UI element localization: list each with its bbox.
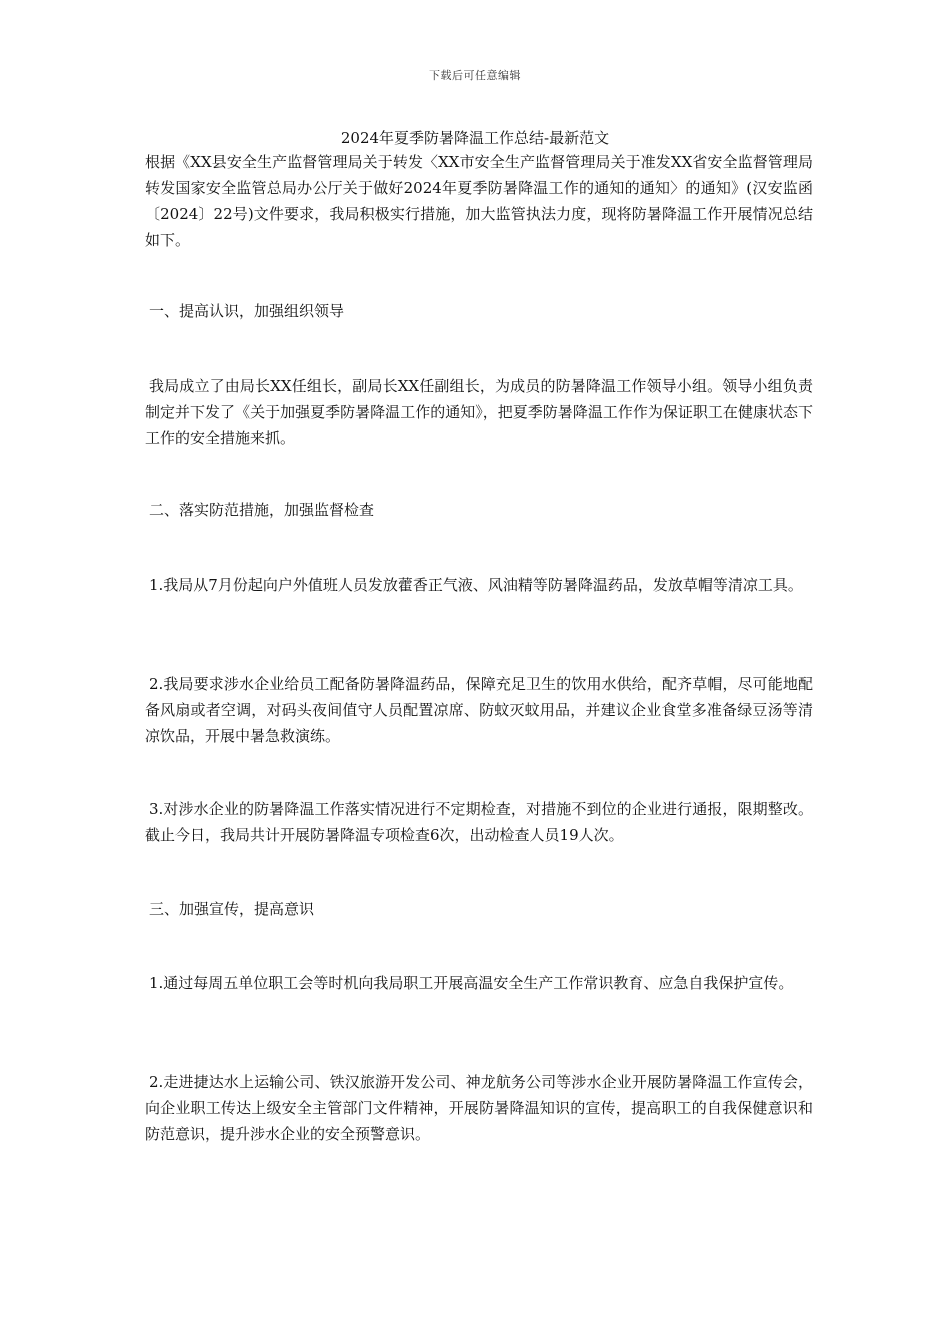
section-1-paragraph-1: 我局成立了由局长XX任组长，副局长XX任副组长，为成员的防暑降温工作领导小组。领导小组负责制定并下发了《关于加强夏季防暑降温工作的通知》，把夏季防暑降温工作作为保证职工在健康状态下工作的安全措施来抓。 bbox=[145, 377, 813, 447]
header-note: 下载后可任意编辑 bbox=[429, 69, 521, 82]
intro-paragraph: 根据《XX县安全生产监督管理局关于转发〈XX市安全生产监督管理局关于准发XX省安全监督管理局转发国家安全监管总局办公厅关于做好2024年夏季防暑降温工作的通知的通知〉的通知》(汉安监函〔2024〕22号)文件要求，我局积极实行措施，加大监管执法力度，现将防暑降温工作开展情况总结如下。 bbox=[145, 153, 813, 249]
section-1-heading: 一、提高认识，加强组织领导 bbox=[149, 302, 345, 320]
section-2-paragraph-2: 2.我局要求涉水企业给员工配备防暑降温药品，保障充足卫生的饮用水供给，配齐草帽，尽可能地配备风扇或者空调，对码头夜间值守人员配置凉席、防蚊灭蚊用品，并建议企业食堂多准备绿豆汤等清凉饮品，开展中暑急救演练。 bbox=[145, 675, 813, 745]
section-3-heading: 三、加强宣传，提高意识 bbox=[149, 900, 315, 918]
section-3-paragraph-1: 1.通过每周五单位职工会等时机向我局职工开展高温安全生产工作常识教育、应急自我保护宣传。 bbox=[149, 974, 794, 992]
document-title: 2024年夏季防暑降温工作总结-最新范文 bbox=[340, 129, 610, 147]
section-2-paragraph-1: 1.我局从7月份起向户外值班人员发放藿香正气液、风油精等防暑降温药品，发放草帽等清凉工具。 bbox=[149, 576, 803, 594]
section-2-paragraph-3: 3.对涉水企业的防暑降温工作落实情况进行不定期检查，对措施不到位的企业进行通报，限期整改。截止今日，我局共计开展防暑降温专项检查6次，出动检查人员19人次。 bbox=[145, 800, 813, 844]
section-2-heading: 二、落实防范措施，加强监督检查 bbox=[149, 501, 375, 519]
section-3-paragraph-2: 2.走进捷达水上运输公司、铁汉旅游开发公司、神龙航务公司等涉水企业开展防暑降温工作宣传会，向企业职工传达上级安全主管部门文件精神，开展防暑降温知识的宣传，提高职工的自我保健意识和防范意识，提升涉水企业的安全预警意识。 bbox=[145, 1073, 813, 1143]
